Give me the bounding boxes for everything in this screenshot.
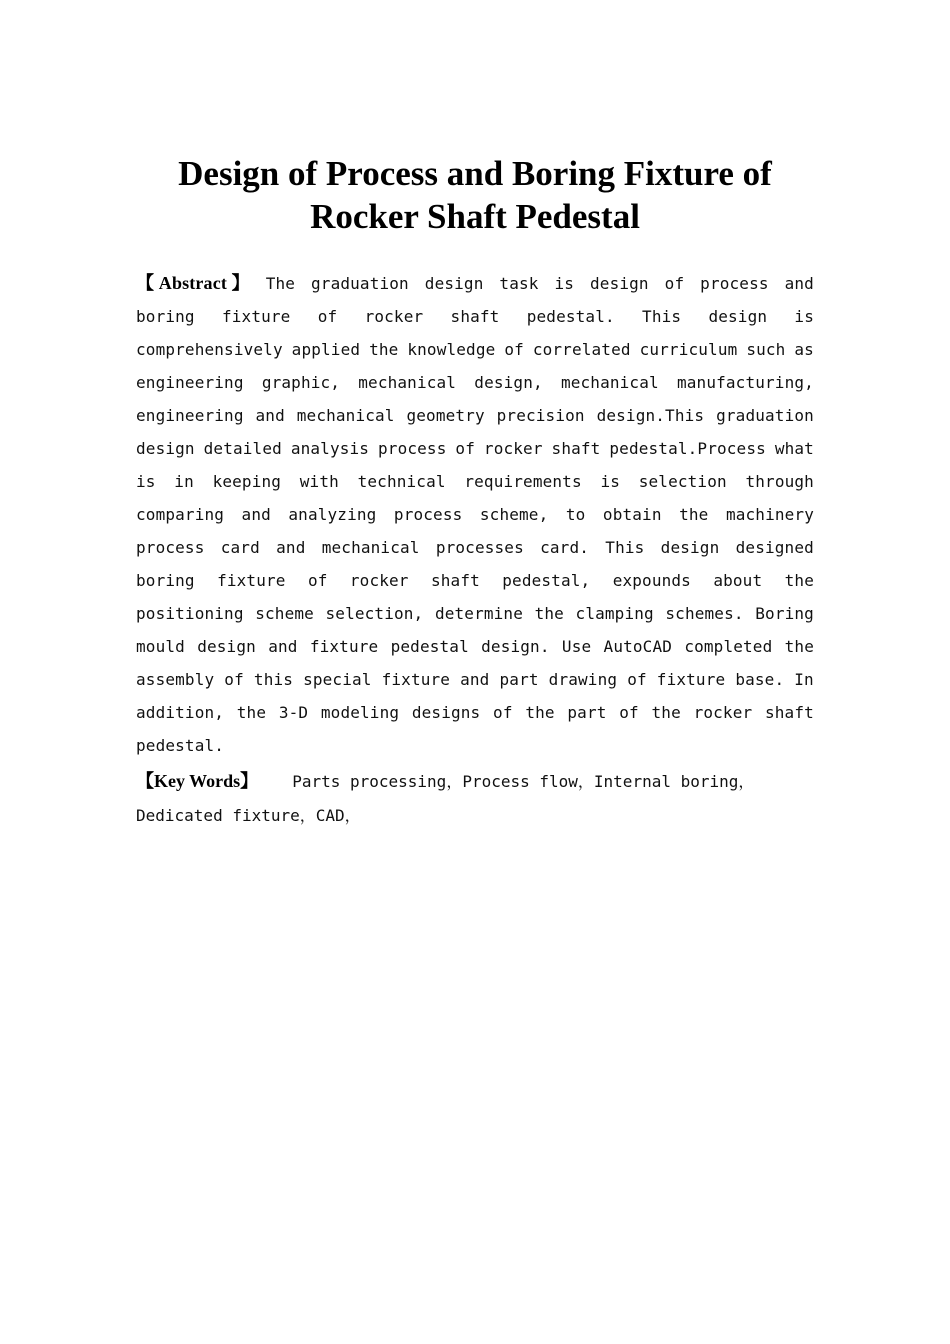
abstract-word: analyzing	[288, 505, 377, 524]
abstract-word: This	[642, 307, 682, 326]
abstract-line	[136, 366, 814, 399]
abstract-word: fixture	[381, 670, 451, 689]
abstract-word: processes	[435, 538, 524, 557]
abstract-word: completed	[684, 637, 773, 656]
abstract-word: and	[460, 670, 490, 689]
abstract-word: mechanical	[358, 373, 457, 392]
abstract-word: of	[307, 571, 328, 590]
abstract-word: is	[136, 472, 156, 491]
abstract-word: design	[708, 307, 768, 326]
abstract-word: graphic,	[261, 373, 341, 392]
abstract-word: process	[136, 538, 205, 557]
abstract-word: task	[499, 274, 539, 293]
abstract-word: keeping	[212, 472, 282, 491]
abstract-word: design	[590, 274, 649, 293]
abstract-word: and	[276, 538, 306, 557]
abstract-word: of	[455, 439, 475, 458]
abstract-word: shaft	[430, 571, 480, 590]
abstract-word: clamping	[575, 604, 654, 623]
abstract-word: mould	[136, 637, 185, 656]
abstract-word: of	[619, 703, 639, 722]
abstract-word: of	[317, 307, 338, 326]
abstract-word: comprehensively	[136, 340, 283, 359]
abstract-word: applied	[291, 340, 361, 359]
keywords-line-1	[136, 764, 814, 799]
abstract-word: rocker	[483, 439, 543, 458]
abstract-word: selection,	[325, 604, 424, 623]
abstract-word: selection	[638, 472, 727, 491]
abstract-word: comparing	[136, 505, 225, 524]
abstract-word: through	[745, 472, 814, 491]
abstract-word: manufacturing,	[676, 373, 814, 392]
abstract-line	[136, 333, 814, 366]
abstract-word: expounds	[612, 571, 691, 590]
abstract-word: machinery	[725, 505, 814, 524]
abstract-word: precision	[496, 406, 585, 425]
abstract-word: curriculum	[639, 340, 738, 359]
abstract-word: is	[794, 307, 814, 326]
abstract-word: design	[136, 439, 195, 458]
abstract-word: of	[493, 703, 513, 722]
abstract-word: pedestal	[390, 637, 469, 656]
abstract-word: the	[525, 703, 555, 722]
abstract-label: 【 Abstract 】	[136, 273, 250, 293]
abstract-word: assembly	[136, 670, 215, 689]
abstract-word: boring	[136, 307, 195, 326]
abstract-word: fixture	[309, 637, 379, 656]
abstract-word: fixture	[656, 670, 726, 689]
abstract-word: the	[679, 505, 709, 524]
abstract-word: as	[794, 340, 814, 359]
abstract-word: drawing	[548, 670, 618, 689]
keywords-label: 【Key Words】	[136, 771, 259, 791]
abstract-word: correlated	[532, 340, 631, 359]
keywords-text-1: Parts processing，Process flow，Internal boring，	[292, 772, 755, 791]
abstract-line	[136, 531, 814, 564]
abstract-word: is	[600, 472, 621, 491]
abstract-word: rocker	[364, 307, 424, 326]
abstract-word: with	[299, 472, 339, 491]
abstract-line	[136, 630, 814, 663]
abstract-word: card	[220, 538, 260, 557]
abstract-word: detailed	[203, 439, 282, 458]
abstract-word: boring	[136, 571, 195, 590]
abstract-word: the	[236, 703, 267, 722]
abstract-word: shaft	[551, 439, 601, 458]
abstract-word: of	[627, 670, 647, 689]
abstract-word: The	[265, 274, 296, 293]
abstract-word: about	[713, 571, 763, 590]
abstract-word: process	[393, 505, 463, 524]
abstract-line	[136, 465, 814, 498]
abstract-line	[136, 663, 814, 696]
abstract-line	[136, 729, 814, 762]
abstract-word: fixture	[221, 307, 291, 326]
abstract-word: scheme,	[479, 505, 549, 524]
abstract-word: determine	[434, 604, 523, 623]
abstract-line	[136, 300, 814, 333]
abstract-word: what	[774, 439, 814, 458]
abstract-word: 3-D	[278, 703, 309, 722]
abstract-word: design,	[474, 373, 543, 392]
abstract-word: this	[253, 670, 294, 689]
abstract-word: pedestal.	[136, 736, 225, 755]
abstract-word: designed	[735, 538, 814, 557]
abstract-word: positioning	[136, 604, 244, 623]
abstract-word: of	[224, 670, 244, 689]
abstract-word: the	[651, 703, 681, 722]
abstract-word: Boring	[755, 604, 814, 623]
abstract-word: in	[174, 472, 194, 491]
keywords-section	[136, 764, 814, 833]
abstract-word: design	[197, 637, 256, 656]
abstract-word: mechanical	[321, 538, 420, 557]
abstract-word: of	[504, 340, 524, 359]
abstract-word: and	[784, 274, 814, 293]
abstract-line	[136, 564, 814, 597]
abstract-word: design.	[481, 637, 550, 656]
abstract-word: graduation	[716, 406, 814, 425]
title-line-1: Design of Process and Boring Fixture of	[178, 154, 772, 193]
abstract-word: Use	[561, 637, 592, 656]
abstract-word: the	[534, 604, 564, 623]
abstract-word: design	[660, 538, 720, 557]
abstract-word: rocker	[693, 703, 753, 722]
abstract-word: rocker	[349, 571, 409, 590]
abstract-word: the	[784, 637, 814, 656]
abstract-word: design	[424, 274, 484, 293]
abstract-word: fixture	[217, 571, 286, 590]
abstract-word: design.This	[596, 406, 705, 425]
abstract-word: and	[255, 406, 285, 425]
abstract-word: part	[567, 703, 607, 722]
abstract-word: special	[303, 670, 372, 689]
abstract-line	[136, 597, 814, 630]
abstract-word: pedestal,	[502, 571, 591, 590]
abstract-word: shaft	[450, 307, 500, 326]
abstract-word: part	[499, 670, 539, 689]
abstract-word: This	[605, 538, 645, 557]
abstract-word: analysis	[290, 439, 370, 458]
abstract-word: obtain	[602, 505, 662, 524]
abstract-word: card.	[540, 538, 590, 557]
abstract-word: pedestal.Process	[609, 439, 766, 458]
abstract-word: process	[700, 274, 769, 293]
abstract-line	[136, 432, 814, 465]
abstract-word: schemes.	[665, 604, 744, 623]
abstract-word: technical	[357, 472, 446, 491]
abstract-word: mechanical	[296, 406, 395, 425]
abstract-word: In	[794, 670, 814, 689]
abstract-word: mechanical	[560, 373, 659, 392]
title-line-2: Rocker Shaft Pedestal	[310, 197, 640, 236]
document-title	[120, 152, 830, 238]
keywords-line-2	[136, 799, 814, 833]
abstract-line	[136, 267, 814, 300]
abstract-word: pedestal.	[526, 307, 615, 326]
abstract-word: addition,	[136, 703, 225, 722]
abstract-word: of	[664, 274, 685, 293]
abstract-word: such	[746, 340, 786, 359]
abstract-word: shaft	[764, 703, 814, 722]
abstract-word: engineering	[136, 406, 244, 425]
abstract-word: graduation	[311, 274, 409, 293]
abstract-word: and	[241, 505, 271, 524]
abstract-word: and	[268, 637, 298, 656]
abstract-line	[136, 498, 814, 531]
abstract-word: engineering	[136, 373, 244, 392]
abstract-word: AutoCAD	[603, 637, 673, 656]
abstract-word: designs	[411, 703, 481, 722]
abstract-word: the	[369, 340, 399, 359]
abstract-section	[136, 267, 814, 762]
abstract-word: knowledge	[407, 340, 496, 359]
abstract-word: to	[565, 505, 586, 524]
abstract-word: the	[784, 571, 814, 590]
abstract-word: requirements	[464, 472, 582, 491]
keywords-text-2: Dedicated fixture，CAD，	[136, 806, 361, 825]
abstract-line	[136, 399, 814, 432]
abstract-word: base.	[735, 670, 785, 689]
abstract-word: modeling	[320, 703, 400, 722]
abstract-word: is	[554, 274, 575, 293]
abstract-word: process	[378, 439, 447, 458]
abstract-line	[136, 696, 814, 729]
abstract-word: geometry	[406, 406, 485, 425]
abstract-word: scheme	[255, 604, 314, 623]
